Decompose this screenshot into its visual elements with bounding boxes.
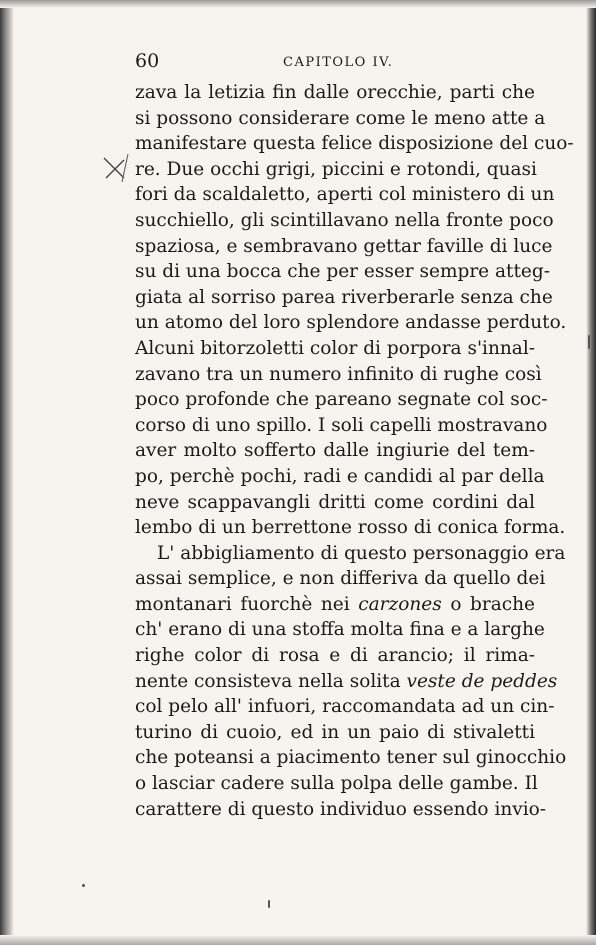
text-line: che poteansi a piacimento tener sul ginocchio [135,747,567,769]
text-line: poco profonde che pareano segnate col soc- [135,389,548,411]
italic-term: veste de peddes [406,670,558,692]
text-line: col pelo all' infuori, raccomandata ad un cin- [135,696,555,718]
text-segment: montanari fuorchè nei [135,593,350,615]
ink-speck [82,884,85,887]
text-line: lembo di un berrettone rosso di conica forma. [135,517,566,539]
text-line: ch' erano di una stoffa molta fina e a larghe [135,619,545,641]
text-line: zava la letizia fin dalle orecchie, parti che [135,82,535,103]
italic-term: carzones [358,593,442,615]
page-right-edge-shadow [586,0,596,945]
running-head: CAPITOLO IV. [283,55,394,70]
text-line: po, perchè pochi, radi e candidi al par della [135,465,545,487]
text-line: un atomo del loro splendore andasse perduto. [135,312,567,334]
text-line [135,592,535,618]
page-header [135,50,535,76]
page-number: 60 [135,50,160,72]
text-line: su di una bocca che per esser sempre atteg- [135,261,550,283]
text-line [135,669,558,695]
handwritten-x-mark-icon [98,152,130,184]
text-line: neve scappavangli dritti come cordini dal [135,491,535,513]
text-line: giata al sorriso parea riverberarle senza che [135,286,553,308]
text-line: o lasciar cadere sulla polpa delle gambe. Il [135,773,538,795]
text-line: aver molto sofferto dalle ingiurie del tem- [135,440,535,462]
text-line: zavano tra un numero infinito di rughe così [135,363,542,385]
text-segment: o brache [450,593,535,615]
text-line: righe color di rosa e di arancio; il rima- [135,645,535,667]
text-line: spaziosa, e sembravano gettar faville di luce [135,235,553,257]
ink-speck [268,900,270,908]
text-line: L' abbigliamento di questo personaggio era [157,542,566,564]
text-line: succhiello, gli scintillavano nella fronte poco [135,209,554,231]
text-line: assai semplice, e non differiva da quello dei [135,568,546,590]
text-line: manifestare questa felice disposizione del cuo- [135,133,574,155]
page-top-edge-shadow [0,0,596,8]
page-left-edge-shadow [0,0,14,945]
text-line: si possono considerare come le meno atte a [135,107,546,129]
page-bottom-edge-shadow [0,935,596,945]
text-line: corso di uno spillo. I soli capelli mostravano [135,414,548,436]
body-text [135,80,574,822]
text-line: fori da scaldaletto, aperti col ministero di un [135,184,555,206]
text-line: re. Due occhi grigi, piccini e rotondi, quasi [135,158,537,180]
text-line: Alcuni bitorzoletti color di porpora s'innal- [135,337,535,359]
text-line: carattere di questo individuo essendo invio- [135,798,547,820]
ink-speck [588,335,590,349]
text-line: turino di cuoio, ed in un paio di stivaletti [135,721,535,743]
text-segment: nente consisteva nella solita [135,670,401,692]
